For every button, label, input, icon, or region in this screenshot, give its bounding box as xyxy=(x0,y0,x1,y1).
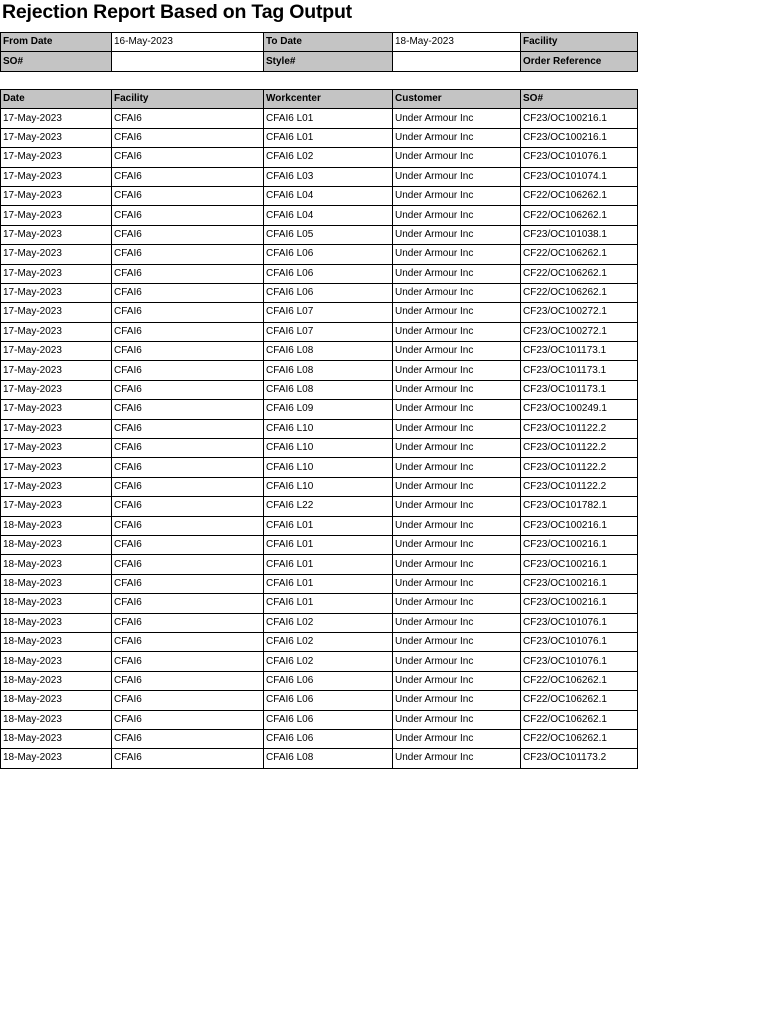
table-row xyxy=(1,128,638,147)
date-cell: 17-May-2023 xyxy=(1,477,112,496)
table-row xyxy=(1,458,638,477)
workcenter-cell: CFAI6 L08 xyxy=(264,342,393,361)
so-cell: CF22/OC106262.1 xyxy=(521,186,638,205)
date-cell: 18-May-2023 xyxy=(1,535,112,554)
customer-cell: Under Armour Inc xyxy=(393,380,521,399)
customer-cell: Under Armour Inc xyxy=(393,206,521,225)
workcenter-cell: CFAI6 L03 xyxy=(264,167,393,186)
from-date-value: 16-May-2023 xyxy=(112,33,264,52)
so-cell: CF22/OC106262.1 xyxy=(521,264,638,283)
workcenter-cell: CFAI6 L01 xyxy=(264,109,393,128)
so-cell: CF23/OC101074.1 xyxy=(521,167,638,186)
date-cell: 17-May-2023 xyxy=(1,439,112,458)
customer-cell: Under Armour Inc xyxy=(393,109,521,128)
customer-cell: Under Armour Inc xyxy=(393,574,521,593)
date-cell: 17-May-2023 xyxy=(1,497,112,516)
workcenter-cell: CFAI6 L06 xyxy=(264,671,393,690)
column-header-date: Date xyxy=(1,90,112,109)
date-cell: 18-May-2023 xyxy=(1,632,112,651)
date-cell: 17-May-2023 xyxy=(1,419,112,438)
table-row xyxy=(1,439,638,458)
so-cell: CF23/OC101122.2 xyxy=(521,439,638,458)
table-row xyxy=(1,497,638,516)
workcenter-cell: CFAI6 L02 xyxy=(264,613,393,632)
customer-cell: Under Armour Inc xyxy=(393,264,521,283)
facility-cell: CFAI6 xyxy=(112,148,264,167)
date-cell: 17-May-2023 xyxy=(1,303,112,322)
so-cell: CF23/OC101173.1 xyxy=(521,342,638,361)
table-body xyxy=(1,109,638,768)
column-header-workcenter: Workcenter xyxy=(264,90,393,109)
from-date-label: From Date xyxy=(1,33,112,52)
table-header-row xyxy=(1,90,638,109)
workcenter-cell: CFAI6 L06 xyxy=(264,691,393,710)
customer-cell: Under Armour Inc xyxy=(393,439,521,458)
table-row xyxy=(1,245,638,264)
facility-label: Facility xyxy=(521,33,638,52)
so-cell: CF23/OC100216.1 xyxy=(521,516,638,535)
so-cell: CF22/OC106262.1 xyxy=(521,710,638,729)
facility-cell: CFAI6 xyxy=(112,555,264,574)
so-cell: CF23/OC101076.1 xyxy=(521,148,638,167)
date-cell: 18-May-2023 xyxy=(1,729,112,748)
to-date-label: To Date xyxy=(264,33,393,52)
date-cell: 17-May-2023 xyxy=(1,245,112,264)
table-row xyxy=(1,400,638,419)
workcenter-cell: CFAI6 L02 xyxy=(264,652,393,671)
date-cell: 17-May-2023 xyxy=(1,167,112,186)
facility-cell: CFAI6 xyxy=(112,613,264,632)
table-row xyxy=(1,652,638,671)
customer-cell: Under Armour Inc xyxy=(393,167,521,186)
date-cell: 18-May-2023 xyxy=(1,671,112,690)
report-title: Rejection Report Based on Tag Output xyxy=(2,1,352,23)
workcenter-cell: CFAI6 L07 xyxy=(264,303,393,322)
so-cell: CF23/OC101038.1 xyxy=(521,225,638,244)
customer-cell: Under Armour Inc xyxy=(393,613,521,632)
workcenter-cell: CFAI6 L07 xyxy=(264,322,393,341)
workcenter-cell: CFAI6 L01 xyxy=(264,555,393,574)
table-row xyxy=(1,322,638,341)
workcenter-cell: CFAI6 L01 xyxy=(264,516,393,535)
customer-cell: Under Armour Inc xyxy=(393,671,521,690)
filter-row-references xyxy=(1,52,638,71)
date-cell: 17-May-2023 xyxy=(1,283,112,302)
so-cell: CF23/OC100216.1 xyxy=(521,535,638,554)
so-cell: CF23/OC100272.1 xyxy=(521,303,638,322)
so-cell: CF23/OC101122.2 xyxy=(521,419,638,438)
customer-cell: Under Armour Inc xyxy=(393,128,521,147)
rejection-table xyxy=(0,89,638,769)
table-row xyxy=(1,419,638,438)
so-cell: CF23/OC101173.1 xyxy=(521,380,638,399)
customer-cell: Under Armour Inc xyxy=(393,477,521,496)
so-cell: CF23/OC101076.1 xyxy=(521,652,638,671)
customer-cell: Under Armour Inc xyxy=(393,186,521,205)
workcenter-cell: CFAI6 L08 xyxy=(264,361,393,380)
table-row xyxy=(1,516,638,535)
date-cell: 17-May-2023 xyxy=(1,400,112,419)
table-row xyxy=(1,264,638,283)
customer-cell: Under Armour Inc xyxy=(393,419,521,438)
table-row xyxy=(1,632,638,651)
date-cell: 17-May-2023 xyxy=(1,264,112,283)
date-cell: 17-May-2023 xyxy=(1,148,112,167)
facility-cell: CFAI6 xyxy=(112,477,264,496)
workcenter-cell: CFAI6 L10 xyxy=(264,419,393,438)
customer-cell: Under Armour Inc xyxy=(393,361,521,380)
so-cell: CF22/OC106262.1 xyxy=(521,671,638,690)
facility-cell: CFAI6 xyxy=(112,264,264,283)
facility-cell: CFAI6 xyxy=(112,167,264,186)
facility-cell: CFAI6 xyxy=(112,535,264,554)
to-date-value: 18-May-2023 xyxy=(393,33,521,52)
table-row xyxy=(1,671,638,690)
customer-cell: Under Armour Inc xyxy=(393,691,521,710)
so-label: SO# xyxy=(1,52,112,71)
facility-cell: CFAI6 xyxy=(112,322,264,341)
workcenter-cell: CFAI6 L02 xyxy=(264,632,393,651)
so-cell: CF22/OC106262.1 xyxy=(521,729,638,748)
customer-cell: Under Armour Inc xyxy=(393,535,521,554)
table-row xyxy=(1,594,638,613)
date-cell: 17-May-2023 xyxy=(1,342,112,361)
table-row xyxy=(1,109,638,128)
style-value xyxy=(393,52,521,71)
table-row xyxy=(1,342,638,361)
customer-cell: Under Armour Inc xyxy=(393,225,521,244)
table-row xyxy=(1,691,638,710)
so-cell: CF23/OC100216.1 xyxy=(521,109,638,128)
date-cell: 17-May-2023 xyxy=(1,322,112,341)
so-cell: CF23/OC101076.1 xyxy=(521,613,638,632)
so-cell: CF23/OC100216.1 xyxy=(521,594,638,613)
facility-cell: CFAI6 xyxy=(112,225,264,244)
date-cell: 18-May-2023 xyxy=(1,613,112,632)
customer-cell: Under Armour Inc xyxy=(393,400,521,419)
facility-cell: CFAI6 xyxy=(112,749,264,768)
customer-cell: Under Armour Inc xyxy=(393,710,521,729)
so-cell: CF23/OC101782.1 xyxy=(521,497,638,516)
customer-cell: Under Armour Inc xyxy=(393,303,521,322)
so-cell: CF23/OC101122.2 xyxy=(521,477,638,496)
facility-cell: CFAI6 xyxy=(112,729,264,748)
so-cell: CF22/OC106262.1 xyxy=(521,691,638,710)
facility-cell: CFAI6 xyxy=(112,497,264,516)
facility-cell: CFAI6 xyxy=(112,303,264,322)
so-cell: CF23/OC101122.2 xyxy=(521,458,638,477)
so-cell: CF22/OC106262.1 xyxy=(521,206,638,225)
facility-cell: CFAI6 xyxy=(112,342,264,361)
so-cell: CF23/OC100216.1 xyxy=(521,555,638,574)
so-cell: CF22/OC106262.1 xyxy=(521,245,638,264)
facility-cell: CFAI6 xyxy=(112,380,264,399)
facility-cell: CFAI6 xyxy=(112,516,264,535)
facility-cell: CFAI6 xyxy=(112,361,264,380)
date-cell: 18-May-2023 xyxy=(1,574,112,593)
table-row xyxy=(1,148,638,167)
date-cell: 17-May-2023 xyxy=(1,128,112,147)
date-cell: 18-May-2023 xyxy=(1,710,112,729)
workcenter-cell: CFAI6 L22 xyxy=(264,497,393,516)
workcenter-cell: CFAI6 L06 xyxy=(264,245,393,264)
table-row xyxy=(1,574,638,593)
order-reference-label: Order Reference xyxy=(521,52,638,71)
table-row xyxy=(1,555,638,574)
facility-cell: CFAI6 xyxy=(112,632,264,651)
filter-row-dates xyxy=(1,33,638,52)
facility-cell: CFAI6 xyxy=(112,109,264,128)
table-row xyxy=(1,361,638,380)
table-row xyxy=(1,613,638,632)
facility-cell: CFAI6 xyxy=(112,400,264,419)
table-row xyxy=(1,477,638,496)
workcenter-cell: CFAI6 L10 xyxy=(264,477,393,496)
facility-cell: CFAI6 xyxy=(112,458,264,477)
so-cell: CF23/OC100249.1 xyxy=(521,400,638,419)
workcenter-cell: CFAI6 L08 xyxy=(264,380,393,399)
facility-cell: CFAI6 xyxy=(112,652,264,671)
workcenter-cell: CFAI6 L01 xyxy=(264,128,393,147)
customer-cell: Under Armour Inc xyxy=(393,342,521,361)
date-cell: 18-May-2023 xyxy=(1,516,112,535)
table-row xyxy=(1,710,638,729)
column-header-customer: Customer xyxy=(393,90,521,109)
so-cell: CF22/OC106262.1 xyxy=(521,283,638,302)
customer-cell: Under Armour Inc xyxy=(393,516,521,535)
facility-cell: CFAI6 xyxy=(112,691,264,710)
table-row xyxy=(1,206,638,225)
so-cell: CF23/OC100216.1 xyxy=(521,128,638,147)
date-cell: 18-May-2023 xyxy=(1,749,112,768)
date-cell: 17-May-2023 xyxy=(1,361,112,380)
workcenter-cell: CFAI6 L04 xyxy=(264,186,393,205)
date-cell: 17-May-2023 xyxy=(1,380,112,399)
customer-cell: Under Armour Inc xyxy=(393,749,521,768)
customer-cell: Under Armour Inc xyxy=(393,594,521,613)
workcenter-cell: CFAI6 L06 xyxy=(264,710,393,729)
workcenter-cell: CFAI6 L09 xyxy=(264,400,393,419)
date-cell: 18-May-2023 xyxy=(1,652,112,671)
workcenter-cell: CFAI6 L06 xyxy=(264,264,393,283)
facility-cell: CFAI6 xyxy=(112,206,264,225)
date-cell: 18-May-2023 xyxy=(1,594,112,613)
date-cell: 18-May-2023 xyxy=(1,555,112,574)
table-row xyxy=(1,729,638,748)
workcenter-cell: CFAI6 L06 xyxy=(264,729,393,748)
date-cell: 17-May-2023 xyxy=(1,225,112,244)
customer-cell: Under Armour Inc xyxy=(393,322,521,341)
so-cell: CF23/OC100216.1 xyxy=(521,574,638,593)
date-cell: 17-May-2023 xyxy=(1,206,112,225)
table-row xyxy=(1,303,638,322)
workcenter-cell: CFAI6 L10 xyxy=(264,439,393,458)
workcenter-cell: CFAI6 L01 xyxy=(264,594,393,613)
facility-cell: CFAI6 xyxy=(112,710,264,729)
workcenter-cell: CFAI6 L01 xyxy=(264,535,393,554)
workcenter-cell: CFAI6 L10 xyxy=(264,458,393,477)
table-row xyxy=(1,749,638,768)
facility-cell: CFAI6 xyxy=(112,594,264,613)
column-header-facility: Facility xyxy=(112,90,264,109)
table-row xyxy=(1,283,638,302)
table-row xyxy=(1,186,638,205)
customer-cell: Under Armour Inc xyxy=(393,148,521,167)
so-cell: CF23/OC100272.1 xyxy=(521,322,638,341)
workcenter-cell: CFAI6 L04 xyxy=(264,206,393,225)
workcenter-cell: CFAI6 L05 xyxy=(264,225,393,244)
filter-table xyxy=(0,32,638,72)
style-label: Style# xyxy=(264,52,393,71)
workcenter-cell: CFAI6 L08 xyxy=(264,749,393,768)
customer-cell: Under Armour Inc xyxy=(393,632,521,651)
customer-cell: Under Armour Inc xyxy=(393,283,521,302)
workcenter-cell: CFAI6 L06 xyxy=(264,283,393,302)
facility-cell: CFAI6 xyxy=(112,245,264,264)
table-row xyxy=(1,380,638,399)
facility-cell: CFAI6 xyxy=(112,419,264,438)
customer-cell: Under Armour Inc xyxy=(393,555,521,574)
so-value xyxy=(112,52,264,71)
date-cell: 17-May-2023 xyxy=(1,186,112,205)
table-row xyxy=(1,535,638,554)
date-cell: 17-May-2023 xyxy=(1,109,112,128)
facility-cell: CFAI6 xyxy=(112,128,264,147)
customer-cell: Under Armour Inc xyxy=(393,729,521,748)
date-cell: 17-May-2023 xyxy=(1,458,112,477)
table-row xyxy=(1,167,638,186)
customer-cell: Under Armour Inc xyxy=(393,458,521,477)
date-cell: 18-May-2023 xyxy=(1,691,112,710)
so-cell: CF23/OC101173.1 xyxy=(521,361,638,380)
so-cell: CF23/OC101173.2 xyxy=(521,749,638,768)
facility-cell: CFAI6 xyxy=(112,574,264,593)
table-row xyxy=(1,225,638,244)
workcenter-cell: CFAI6 L02 xyxy=(264,148,393,167)
facility-cell: CFAI6 xyxy=(112,283,264,302)
customer-cell: Under Armour Inc xyxy=(393,245,521,264)
facility-cell: CFAI6 xyxy=(112,671,264,690)
column-header-so: SO# xyxy=(521,90,638,109)
facility-cell: CFAI6 xyxy=(112,439,264,458)
customer-cell: Under Armour Inc xyxy=(393,497,521,516)
customer-cell: Under Armour Inc xyxy=(393,652,521,671)
workcenter-cell: CFAI6 L01 xyxy=(264,574,393,593)
facility-cell: CFAI6 xyxy=(112,186,264,205)
so-cell: CF23/OC101076.1 xyxy=(521,632,638,651)
